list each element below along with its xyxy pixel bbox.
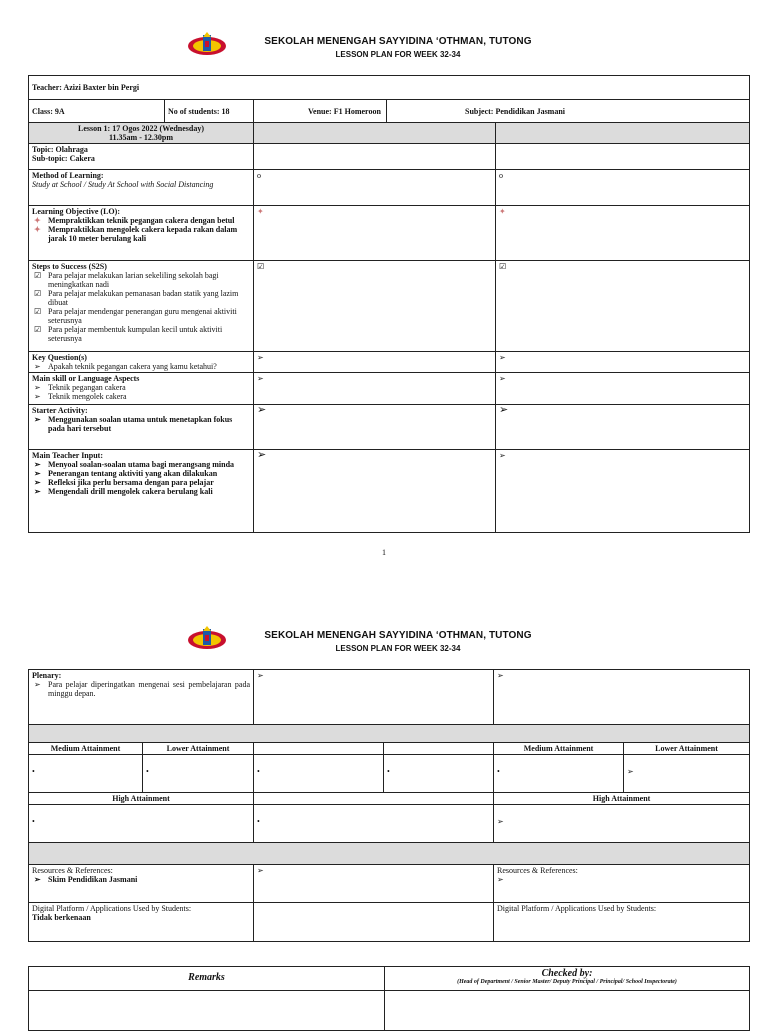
arrow-bullet-icon: ➢ — [257, 353, 264, 362]
venue-cell: Venue: F1 Homeroon — [254, 100, 387, 123]
digital-platform-cell: Digital Platform / Applications Used by Students: Tidak berkenaan — [29, 903, 254, 942]
resources-cell-right: Resources & References: ➢ — [494, 865, 750, 903]
lower-attainment-header: Lower Attainment — [624, 743, 750, 755]
medium-attainment-header: Medium Attainment — [29, 743, 143, 755]
arrow-bullet-icon: ➢ — [499, 404, 509, 416]
medium-attainment-header: Medium Attainment — [494, 743, 624, 755]
arrow-bullet-icon: ➢ — [34, 478, 41, 487]
arrow-bullet-icon: ➢ — [257, 374, 264, 383]
week-title: LESSON PLAN FOR WEEK 32-34 — [335, 50, 461, 59]
bullet-icon: • — [32, 767, 35, 776]
main-skill-cell: Main skill or Language Aspects ➢ Teknik pegangan cakera ➢ Teknik mengolek cakera — [29, 373, 254, 405]
plenary-cell: Plenary: ➢ Para pelajar diperingatkan mengenai sesi pembelajaran pada minggu depan. — [29, 670, 254, 725]
arrow-bullet-icon: ➢ — [34, 415, 41, 424]
bullet-icon: • — [146, 767, 149, 776]
arrow-bullet-icon: ➢ — [257, 671, 264, 680]
learning-objective-cell: Learning Objective (LO): ✦ Mempraktikkan teknik pegangan cakera dengan betul ✦ Mempraktikkan mengolek cakera kepada rakan dalam jarak 10 meter berulang kali — [29, 206, 254, 261]
arrow-bullet-icon: ➢ — [257, 404, 267, 416]
school-name: SEKOLAH MENENGAH SAYYIDINA ‘OTHMAN, TUTONG — [264, 630, 532, 641]
star-bullet-icon: ✦ — [257, 207, 264, 216]
star-bullet-icon: ✦ — [34, 216, 41, 225]
arrow-bullet-icon: ➢ — [34, 469, 41, 478]
arrow-bullet-icon: ➢ — [499, 374, 506, 383]
method-cell: Method of Learning: Study at School / Study At School with Social Distancing — [29, 170, 254, 206]
arrow-bullet-icon: ➢ — [34, 392, 41, 401]
lesson-plan-table-2 — [28, 669, 750, 942]
arrow-bullet-icon: ➢ — [499, 451, 506, 460]
arrow-bullet-icon: ➢ — [34, 875, 41, 884]
school-name: SEKOLAH MENENGAH SAYYIDINA ‘OTHMAN, TUTONG — [264, 36, 532, 47]
checkbox-icon: ☑ — [499, 262, 507, 271]
star-bullet-icon: ✦ — [499, 207, 506, 216]
page-number: 1 — [382, 548, 386, 557]
arrow-bullet-icon: ➢ — [257, 449, 267, 461]
bullet-icon: • — [497, 767, 500, 776]
bullet-icon: • — [387, 767, 390, 776]
page1-header — [0, 30, 768, 74]
digital-platform-cell-right: Digital Platform / Applications Used by Students: — [494, 903, 750, 942]
class-cell: Class: 9A — [29, 100, 165, 123]
week-title: LESSON PLAN FOR WEEK 32-34 — [335, 644, 461, 653]
checkbox-icon: ☑ — [34, 325, 42, 334]
checked-by-header: Checked by: (Head of Department / Senior Master/ Deputy Principal / Principal/ School Inspectorate) — [385, 967, 750, 991]
arrow-bullet-icon: ➢ — [34, 383, 41, 392]
arrow-bullet-icon: ➢ — [34, 362, 41, 371]
teacher-cell: Teacher: Azizi Baxter bin Pergi — [29, 76, 750, 100]
topic-cell: Topic: Olahraga Sub-topic: Cakera — [29, 144, 254, 170]
checkbox-icon: ☑ — [34, 307, 42, 316]
arrow-bullet-icon: ➢ — [497, 875, 504, 884]
lesson-plan-table-1 — [28, 75, 750, 533]
star-bullet-icon: ✦ — [34, 225, 41, 234]
arrow-bullet-icon: ➢ — [497, 817, 504, 826]
high-attainment-header: High Attainment — [29, 793, 254, 805]
arrow-bullet-icon: ➢ — [34, 680, 41, 689]
page2-header — [0, 624, 768, 668]
resources-cell: Resources & References: ➢ Skim Pendidikan Jasmani — [29, 865, 254, 903]
checkbox-icon: ☑ — [257, 262, 265, 271]
steps-to-success-cell: Steps to Success (S2S) ☑ Para pelajar melakukan larian sekeliling sekolah bagi meningkatkan nadi ☑ Para pelajar melakukan pemanasan badan statik yang lazim dibuat ☑ Para pelajar mendengar penerangan guru mengenai aktiviti seterusnya ☑ Para pelajar membentuk kumpulan kecil untuk aktiviti seterusnya — [29, 261, 254, 352]
bullet-icon: • — [257, 817, 260, 826]
arrow-bullet-icon: ➢ — [497, 671, 504, 680]
arrow-bullet-icon: ➢ — [34, 487, 41, 496]
key-question-cell: Key Question(s) ➢ Apakah teknik pegangan cakera yang kamu ketahui? — [29, 352, 254, 373]
main-teacher-input-cell: Main Teacher Input: ➢ Menyoal soalan-soalan utama bagi merangsang minda ➢ Penerangan tentang aktiviti yang akan dilakukan ➢ Refleksi jika perlu bersama dengan para pelajar ➢ Mengendali drill mengolek cakera berulang kali — [29, 450, 254, 533]
lesson-title-cell: Lesson 1: 17 Ogos 2022 (Wednesday) 11.35am - 12.30pm — [29, 123, 254, 144]
bullet-icon: • — [32, 817, 35, 826]
arrow-bullet-icon: ➢ — [34, 460, 41, 469]
high-attainment-header: High Attainment — [494, 793, 750, 805]
arrow-bullet-icon: ➢ — [257, 866, 264, 875]
checkbox-icon: ☑ — [34, 289, 42, 298]
checkbox-icon: ☑ — [34, 271, 42, 280]
subject-cell: Subject: Pendidikan Jasmani — [387, 100, 750, 123]
starter-activity-cell: Starter Activity: ➢ Menggunakan soalan utama untuk menetapkan fokus pada hari tersebut — [29, 405, 254, 450]
remarks-table — [28, 966, 750, 1031]
students-cell: No of students: 18 — [165, 100, 254, 123]
arrow-bullet-icon: ➢ — [499, 353, 506, 362]
lower-attainment-header: Lower Attainment — [143, 743, 254, 755]
bullet-icon: • — [257, 767, 260, 776]
circle-bullet-icon: o — [257, 171, 261, 180]
remarks-header: Remarks — [29, 967, 385, 991]
circle-bullet-icon: o — [499, 171, 503, 180]
arrow-bullet-icon: ➢ — [627, 767, 634, 776]
